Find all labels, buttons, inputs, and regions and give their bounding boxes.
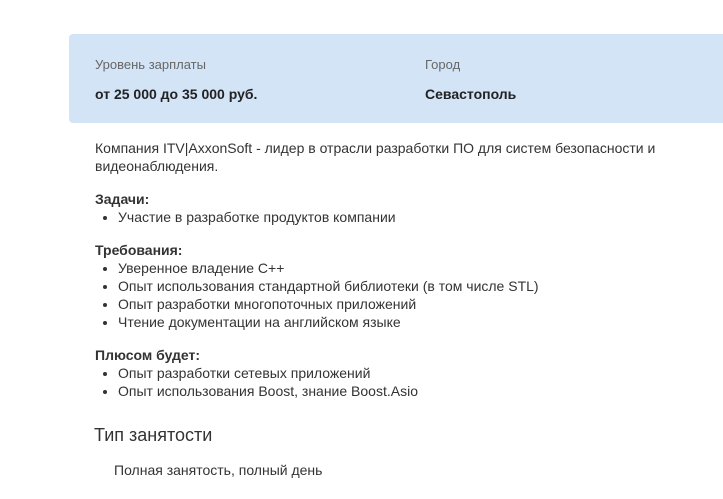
list-item: • Опыт разработки многопоточных приложений: [118, 295, 695, 313]
list-item: • Участие в разработке продуктов компании: [118, 208, 695, 226]
nice-to-have-list: [95, 364, 695, 400]
employment-type-heading: Тип занятости: [94, 425, 213, 445]
city-label: Город: [425, 57, 461, 72]
section-title-tasks: Задачи:: [95, 191, 150, 207]
list-item: • Чтение документации на английском языке: [118, 313, 695, 331]
section-title-requirements: Требования:: [95, 242, 183, 258]
employment-type-value: Полная занятость, полный день: [114, 462, 323, 478]
salary-label: Уровень зарплаты: [95, 57, 206, 72]
list-item: • Опыт использования Boost, знание Boost.Asio: [118, 382, 695, 400]
city-value: Севастополь: [425, 86, 517, 102]
company-intro: Компания ITV|AxxonSoft - лидер в отрасли разработки ПО для систем безопасности и видеонаблюдения.: [95, 140, 656, 174]
salary-value: от 25 000 до 35 000 руб.: [95, 86, 258, 102]
requirements-list: [95, 259, 695, 331]
vacancy-summary-panel: [69, 34, 723, 123]
list-item: • Опыт разработки сетевых приложений: [118, 364, 695, 382]
tasks-list: [95, 208, 695, 226]
vacancy-description: [95, 139, 695, 415]
list-item: • Опыт использования стандартной библиотеки (в том числе STL): [118, 277, 695, 295]
section-title-nice-to-have: Плюсом будет:: [95, 347, 201, 363]
list-item: • Уверенное владение С++: [118, 259, 695, 277]
